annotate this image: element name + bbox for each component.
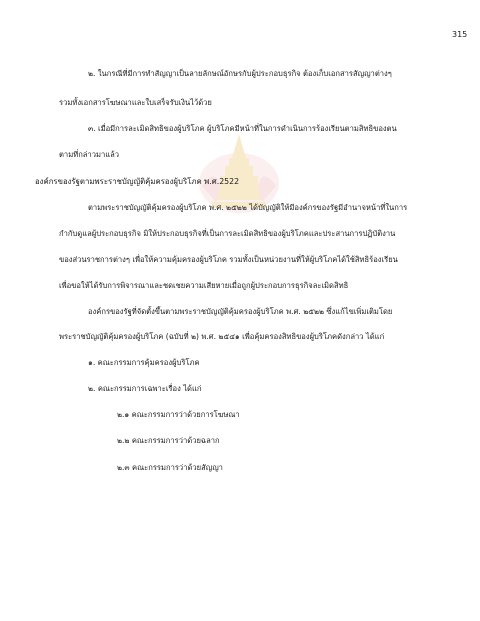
sub-list-item: ๒.๑ คณะกรรมการว่าด้วยการโฆษณา: [117, 410, 240, 419]
text-line: ตามพระราชบัญญัติคุ้มครองผู้บริโภค พ.ศ. ๒๕๒๒ ได้บัญญัติให้มีองค์กรของรัฐมีอำนาจหน้าที่ในการ: [88, 203, 408, 212]
list-item: ๑. คณะกรรมการคุ้มครองผู้บริโภค: [88, 358, 200, 367]
text-line: องค์กรของรัฐที่จัดตั้งขึ้นตามพระราชบัญญัติคุ้มครองผู้บริโภค พ.ศ. ๒๕๒๒ ซึ่งแก้ไขเพิ่มเติมโดย: [88, 307, 393, 316]
page-number: 315: [452, 30, 468, 39]
text-line: กำกับดูแลผู้ประกอบธุรกิจ มิให้ประกอบธุรกิจที่เป็นการละเมิดสิทธิของผู้บริโภคและประสานการปฏิบัติงาน: [59, 229, 396, 238]
text-line: พระราชบัญญัติคุ้มครองผู้บริโภค (ฉบับที่ ๒) พ.ศ. ๒๕๔๑ เพื่อคุ้มครองสิทธิของผู้บริโภคดังกล่าว ได้แก่: [59, 332, 385, 341]
text-line: เพื่อขอให้ได้รับการพิจารณาและชดเชยความเสียหายเมื่อถูกผู้ประกอบการธุรกิจละเมิดสิทธิ: [59, 281, 349, 290]
text-line: ของส่วนราชการต่างๆ เพื่อให้ความคุ้มครองผู้บริโภค รวมทั้งเป็นหน่วยงานที่ให้ผู้บริโภคได้ใช้สิทธิร้องเรียน: [59, 255, 398, 264]
text-line: ๒. ในกรณีที่มีการทำสัญญาเป็นลายลักษณ์อักษรกับผู้ประกอบธุรกิจ ต้องเก็บเอกสารสัญญาต่างๆ: [88, 69, 392, 78]
text-line: ๓. เมื่อมีการละเมิดสิทธิของผู้บริโภค ผู้บริโภคมีหน้าที่ในการดำเนินการร้องเรียนตามสิทธิของตน: [88, 124, 397, 133]
section-heading: องค์กรของรัฐตามพระราชบัญญัติคุ้มครองผู้บริโภค พ.ศ.2522: [35, 177, 240, 186]
text-line: รวมทั้งเอกสารโฆษณาและใบเสร็จรับเงินไว้ด้วย: [59, 98, 212, 107]
sub-list-item: ๒.๒ คณะกรรมการว่าด้วยฉลาก: [117, 436, 220, 445]
text-line: ตามที่กล่าวมาแล้ว: [59, 150, 120, 159]
sub-list-item: ๒.๓ คณะกรรมการว่าด้วยสัญญา: [117, 463, 223, 472]
list-item: ๒. คณะกรรมการเฉพาะเรื่อง ได้แก่: [88, 384, 202, 393]
